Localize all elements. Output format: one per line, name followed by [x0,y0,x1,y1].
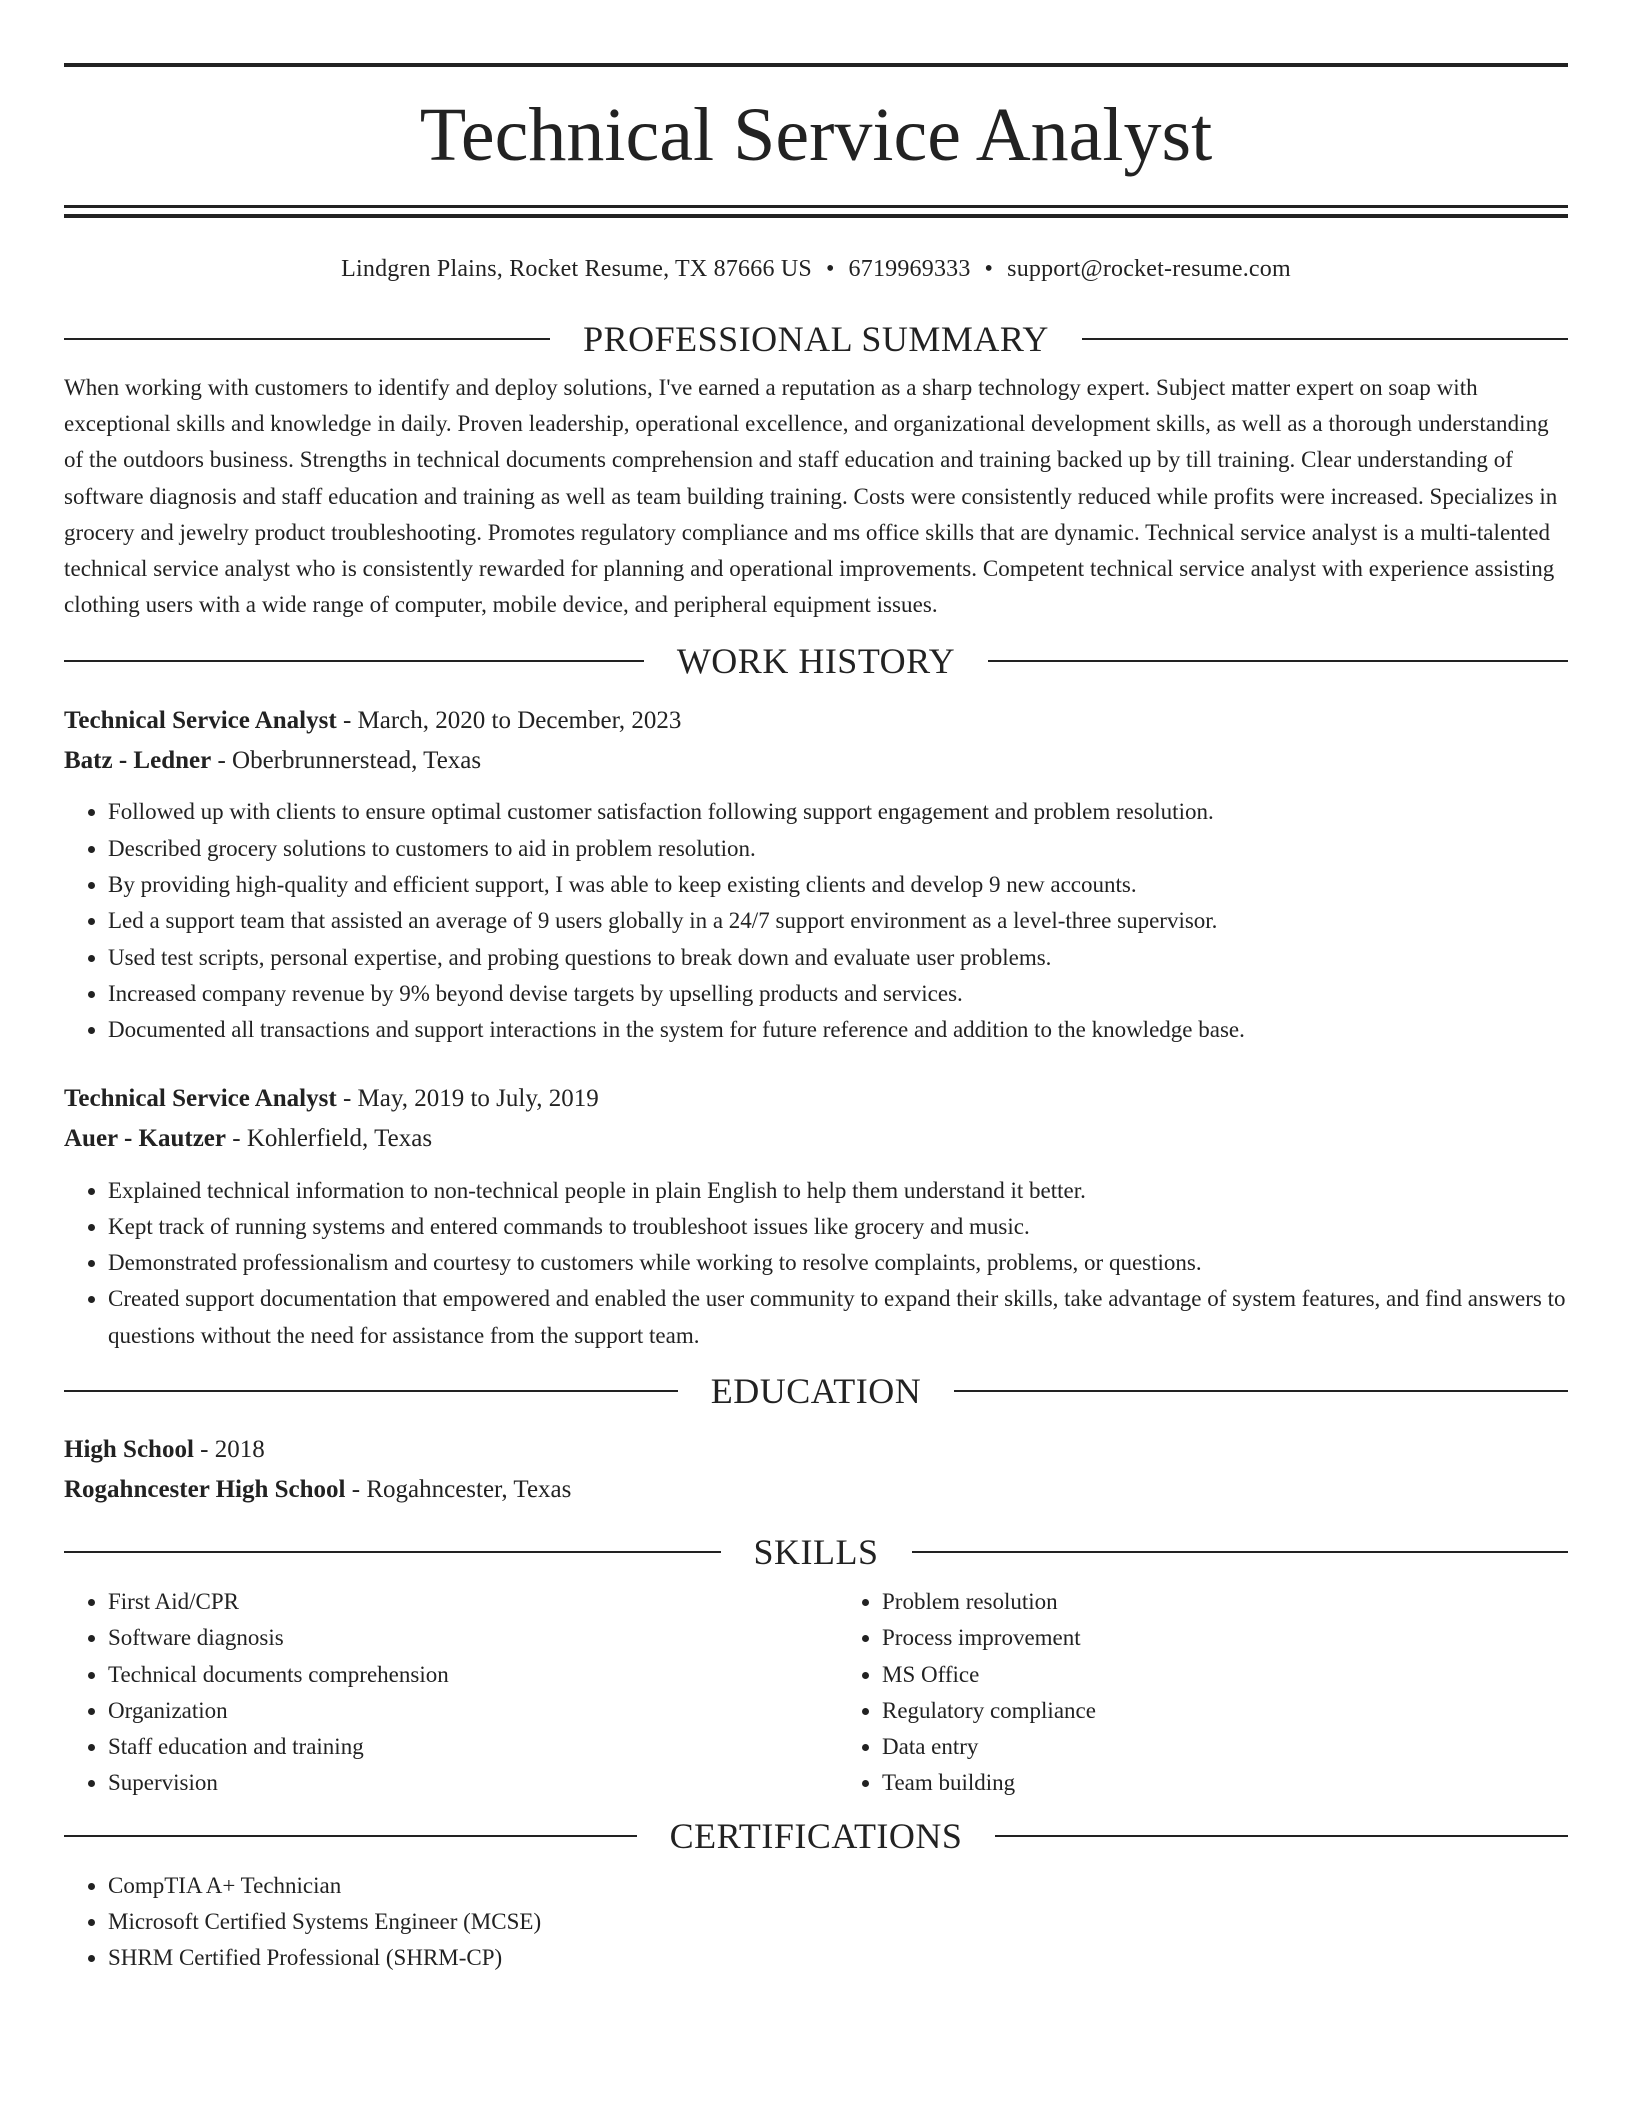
list-item: • Explained technical information to non-technical people in plain English to help them understand it better. [108,1173,1568,1209]
header-rule [954,1390,1568,1392]
certifications-list [64,1868,1568,1977]
contact-phone: 6719969333 [848,256,971,282]
list-item: • Documented all transactions and support interactions in the system for future reference and addition to the knowledge base. [108,1012,1568,1048]
job-location: - Kohlerfield, Texas [226,1124,433,1152]
list-item: • Team building [882,1765,1568,1801]
job-title: Technical Service Analyst [64,1084,337,1112]
header-rule [64,1551,721,1553]
summary-text: When working with customers to identify and deploy solutions, I've earned a reputation as a sharp technology expert. Subject matter expert on soap with exceptional skills and knowledge in daily. Proven leadership, operational excellence, and organizational development skills, as well as a thorough understanding of the outdoors business. Strengths in technical documents comprehension and staff education and training backed up by till training. Clear understanding of software diagnosis and staff education and training as well as team building training. Costs were consistently reduced while profits were increased. Specializes in grocery and jewelry product troubleshooting. Promotes regulatory compliance and ms office skills that are dynamic. Technical service analyst is a multi-talented technical service analyst who is consistently rewarded for planning and operational improvements. Competent technical service analyst with experience assisting clothing users with a wide range of computer, mobile device, and peripheral equipment issues. [64,375,1558,618]
contact-address: Lindgren Plains, Rocket Resume, TX 87666 US [341,256,812,282]
job-company-line [64,741,1568,781]
education-degree: High School [64,1435,194,1463]
section-heading: EDUCATION [710,1370,922,1411]
resume-title: Technical Service Analyst [419,93,1213,177]
list-item: • MS Office [882,1657,1568,1693]
skills-right-column [838,1584,1568,1802]
top-rule [64,63,1568,67]
contact-separator: • [825,256,835,282]
education-section-header [64,1371,1568,1411]
education-school-line [64,1470,1568,1510]
header-rule [64,1835,637,1837]
job-location: - Oberbrunnerstead, Texas [211,747,482,775]
section-heading: PROFESSIONAL SUMMARY [583,319,1049,359]
job-bullets [64,1173,1568,1354]
list-item: • Increased company revenue by 9% beyond devise targets by upselling products and services. [108,976,1568,1012]
list-item: • Led a support team that assisted an average of 9 users globally in a 24/7 support environment as a level-three supervisor. [108,903,1568,939]
contact-separator: • [984,256,994,282]
list-item: • Used test scripts, personal expertise, and probing questions to break down and evaluate user problems. [108,940,1568,976]
job-bullets [64,794,1568,1048]
header-rule [988,660,1568,662]
list-item: • Microsoft Certified Systems Engineer (MCSE) [108,1904,1568,1940]
education-year: - 2018 [193,1435,265,1463]
education-degree-line [64,1430,1568,1470]
contact-line [64,254,1568,284]
header-rule [64,338,550,340]
list-item: • Supervision [108,1765,838,1801]
header-rule [1082,338,1568,340]
job-dates: - March, 2020 to December, 2023 [336,707,682,735]
job-title-line [64,701,1568,741]
certifications-section-header [64,1816,1568,1856]
list-item: • Created support documentation that empowered and enabled the user community to expand their skills, take advantage of system features, and find answers to questions without the need for assistance from the support team. [108,1281,1568,1354]
list-item: • Problem resolution [882,1584,1568,1620]
education-entry [64,1430,1568,1510]
list-item: • Regulatory compliance [882,1693,1568,1729]
skills-grid [64,1584,1568,1802]
job-entry [64,701,1568,1048]
list-item: • Software diagnosis [108,1620,838,1656]
skills-section-header [64,1532,1568,1572]
resume-page [64,0,1568,1977]
job-company: Auer - Kautzer [64,1124,226,1152]
section-heading: SKILLS [753,1531,879,1572]
header-rule [995,1835,1568,1837]
job-entry [64,1079,1568,1354]
header-rule [64,660,644,662]
job-title: Technical Service Analyst [64,707,337,735]
education-location: - Rogahncester, Texas [345,1475,572,1503]
list-item: • Followed up with clients to ensure optimal customer satisfaction following support engagement and problem resolution. [108,794,1568,830]
list-item: • CompTIA A+ Technician [108,1868,1568,1904]
title-double-rule [64,205,1568,218]
list-item: • Kept track of running systems and entered commands to troubleshoot issues like grocery and music. [108,1209,1568,1245]
section-heading: CERTIFICATIONS [669,1815,963,1856]
list-item: • Organization [108,1693,838,1729]
work-section-header [64,641,1568,681]
list-item: • Staff education and training [108,1729,838,1765]
education-school: Rogahncester High School [64,1475,346,1503]
job-company-line [64,1119,1568,1159]
job-title-line [64,1079,1568,1119]
header-rule [912,1551,1569,1553]
job-dates: - May, 2019 to July, 2019 [336,1084,599,1112]
list-item: • Data entry [882,1729,1568,1765]
list-item: • First Aid/CPR [108,1584,838,1620]
list-item: • Demonstrated professionalism and courtesy to customers while working to resolve complaints, problems, or questions. [108,1245,1568,1281]
job-company: Batz - Ledner [64,747,212,775]
section-heading: WORK HISTORY [676,641,956,682]
contact-email: support@rocket-resume.com [1007,256,1291,282]
list-item: • Technical documents comprehension [108,1657,838,1693]
summary-section-header [64,319,1568,359]
header-rule [64,1390,678,1392]
list-item: • SHRM Certified Professional (SHRM-CP) [108,1940,1568,1976]
list-item: • By providing high-quality and efficient support, I was able to keep existing clients and develop 9 new accounts. [108,867,1568,903]
list-item: • Described grocery solutions to customers to aid in problem resolution. [108,831,1568,867]
list-item: • Process improvement [882,1620,1568,1656]
skills-left-column [64,1584,838,1802]
